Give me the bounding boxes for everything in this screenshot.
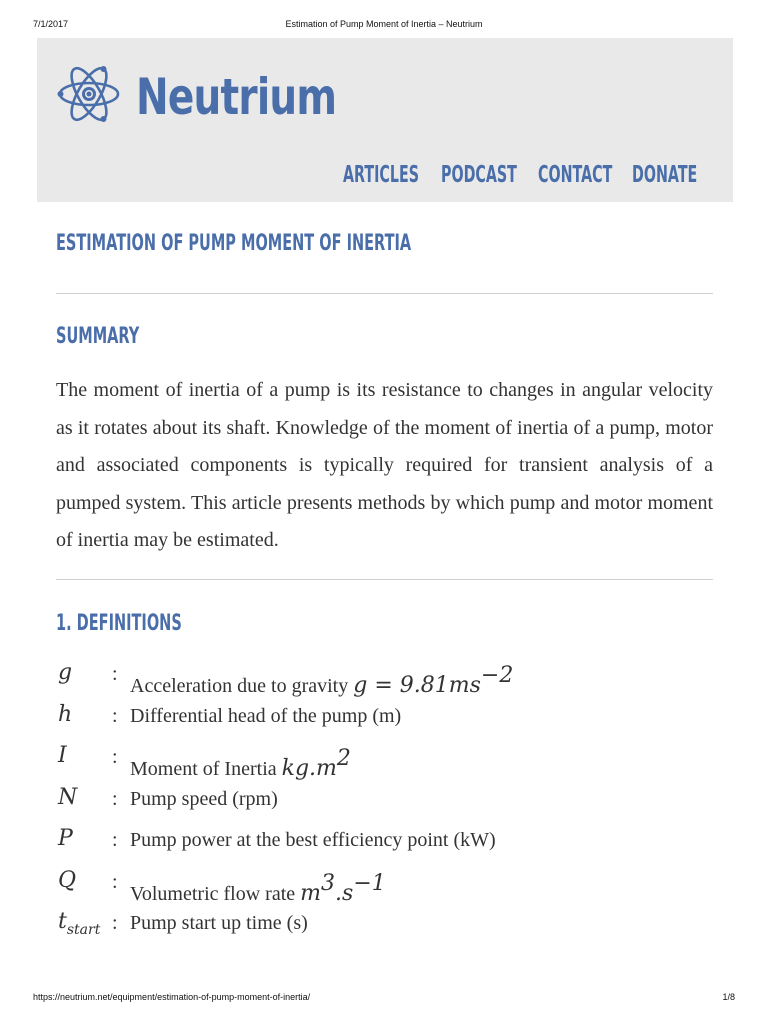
definition-symbol: I — [58, 743, 67, 768]
definition-colon: : — [112, 787, 118, 810]
definition-colon: : — [112, 912, 118, 934]
site-brand[interactable]: Neutrium — [136, 68, 337, 126]
definition-text: Pump power at the best efficiency point (kW) — [130, 829, 496, 851]
main-nav — [37, 162, 733, 194]
definition-text: Differential head of the pump (m) — [130, 704, 402, 727]
definition-row — [56, 660, 713, 702]
site-header — [37, 38, 733, 202]
definition-row — [56, 868, 713, 910]
definition-colon: : — [112, 704, 118, 727]
definition-colon: : — [112, 663, 118, 685]
divider — [56, 579, 713, 580]
definition-math: g = 9.81ms — [353, 673, 481, 698]
definition-symbol: Q — [58, 867, 77, 893]
definition-math: kg.m — [281, 756, 337, 781]
nav-contact[interactable]: CONTACT — [538, 162, 613, 188]
print-date: 7/1/2017 — [33, 19, 69, 29]
definition-math-tail: .s — [335, 880, 354, 906]
summary-text: The moment of inertia of a pump is its resistance to changes in angular velocity as it rotates about its shaft. Knowledge of the moment of inertia of a pump, motor and associated components is typically required for transient analysis of a pumped system. This article presents methods by which pump and motor moment of inertia may be estimated. — [56, 379, 713, 551]
definitions-heading: 1. DEFINITIONS — [56, 611, 182, 636]
definition-row — [56, 785, 713, 827]
print-page-number: 1/8 — [722, 992, 735, 1002]
definition-math: m — [300, 880, 322, 906]
definition-text: Moment of Inertia $kg.m^2$ — [130, 746, 351, 781]
atom-icon[interactable] — [57, 62, 121, 126]
definition-colon: : — [112, 829, 118, 851]
definition-symbol: N — [58, 784, 78, 810]
definition-math-exponent: 2 — [336, 746, 351, 771]
nav-podcast[interactable]: PODCAST — [441, 162, 517, 188]
definitions-list — [56, 660, 713, 951]
definition-symbol: $t_{start}$ — [58, 909, 101, 938]
definition-row — [56, 743, 713, 785]
definition-text: Pump speed (rpm) — [130, 787, 278, 810]
definition-text: Acceleration due to gravity $g = 9.81ms^{-2}$ — [130, 663, 514, 698]
definition-text: Volumetric flow rate $m^3.s^{-1}$ — [130, 870, 386, 906]
definition-symbol-subscript: start — [66, 922, 101, 938]
definition-row — [56, 826, 713, 868]
print-footer — [0, 992, 768, 1006]
nav-articles[interactable]: ARTICLES — [343, 162, 419, 188]
definition-text: Pump start up time (s) — [130, 912, 308, 934]
divider — [56, 293, 713, 294]
definition-math-tail-exponent: −1 — [353, 870, 386, 896]
print-url: https://neutrium.net/equipment/estimation-of-pump-moment-of-inertia/ — [33, 992, 311, 1002]
definition-math-exponent: −2 — [480, 663, 514, 688]
definition-colon: : — [112, 746, 118, 768]
definition-math-exponent: 3 — [321, 870, 336, 896]
summary-heading: SUMMARY — [56, 324, 140, 349]
definition-row — [56, 702, 713, 744]
print-header — [0, 19, 768, 33]
nav-donate[interactable]: DONATE — [632, 162, 698, 188]
print-title: Estimation of Pump Moment of Inertia – Neutrium — [285, 19, 483, 29]
article-title: ESTIMATION OF PUMP MOMENT OF INERTIA — [56, 231, 412, 256]
definition-symbol: h — [58, 701, 73, 727]
definition-row — [56, 909, 713, 951]
definition-symbol: g — [58, 660, 73, 685]
definition-colon: : — [112, 870, 118, 893]
definition-symbol: P — [58, 826, 73, 851]
